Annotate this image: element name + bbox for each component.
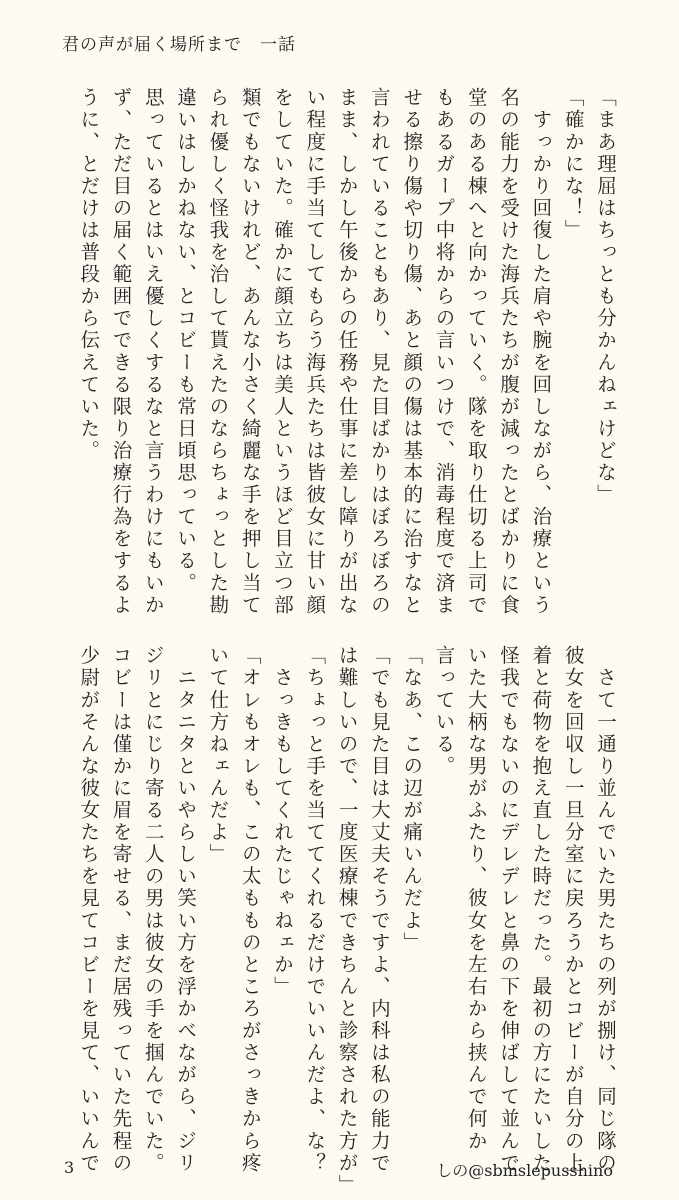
- text-column: られ優しく怪我を治して貰えたのならちょっとした勘: [206, 87, 230, 617]
- text-column: 思っているとはいえ優しくするなと言うわけにもいか: [141, 87, 165, 617]
- text-column: さっきもしてくれたじゃねェか」: [271, 645, 294, 998]
- page-number: 3: [64, 1158, 75, 1177]
- text-column: 類でもないけれど、あんな小さく綺麗な手を押し当て: [238, 87, 262, 617]
- text-column: 「ちょっと手を当ててくれるだけでいいんだよ、な？: [303, 645, 327, 1175]
- text-column: まま、しかし午後からの任務や仕事に差し障りが出な: [335, 87, 359, 617]
- author-credit: しの@sbmslepusshino: [436, 1161, 613, 1180]
- text-column: うに、とだけは普段から伝えていた。: [77, 87, 101, 462]
- text-column: 言われていることもあり、見た目ばかりはぼろぼろの: [367, 87, 391, 617]
- text-column: さて一通り並んでいた男たちの列が捌け、同じ隊の: [594, 645, 617, 1175]
- text-column: すっかり回復した肩や腕を回しながら、治療という: [529, 87, 553, 617]
- text-column: 違いはしかねない、とコビーも常日頃思っている。: [174, 87, 198, 595]
- text-column: 堂のある棟へと向かっていく。隊を取り仕切る上司で: [464, 87, 488, 617]
- text-column: 怪我でもないのにデレデレと鼻の下を伸ばして並んで: [497, 645, 521, 1175]
- text-column: 名の能力を受けた海兵たちが腹が減ったとばかりに食: [497, 87, 521, 617]
- text-column: ニタニタといやらしい笑い方を浮かべながら、ジリ: [174, 645, 198, 1175]
- text-column: 「まあ理屈はちっとも分かんねェけどな」: [594, 87, 617, 506]
- text-column: もあるガープ中将からの言いつけで、消毒程度で済ま: [432, 87, 456, 617]
- text-column: は難しいので、一度医療棟できちんと診察された方が」: [335, 645, 359, 1197]
- text-column: いて仕方ねェんだよ」: [206, 645, 230, 866]
- text-column: 着と荷物を抱え直した時だった。最初の方にたいした: [529, 645, 553, 1175]
- text-column: せる擦り傷や切り傷、あと顔の傷は基本的に治すなと: [400, 87, 424, 617]
- text-column: ジリとにじり寄る二人の男は彼女の手を掴んでいた。: [141, 645, 165, 1175]
- text-column: 彼女を回収し一旦分室に戻ろうかとコビーが自分の上: [561, 645, 585, 1175]
- text-column: 言っている。: [432, 645, 456, 778]
- text-column: 「確かにな！」: [561, 87, 585, 242]
- text-column: ず、ただ目の届く範囲でできる限り治療行為をするよ: [109, 87, 133, 617]
- text-column: コビーは僅かに眉を寄せる、まだ居残っていた先程の: [109, 645, 133, 1175]
- text-column: いた大柄な男がふたり、彼女を左右から挟んで何か: [464, 645, 488, 1153]
- text-column: 「なあ、この辺が痛いんだよ」: [400, 645, 424, 954]
- text-column: をしていた。確かに顔立ちは美人というほど目立つ部: [271, 87, 294, 617]
- text-column: 「オレもオレも、この太もものところがさっきから疼: [238, 645, 262, 1175]
- text-column: い程度に手当てしてもらう海兵たちは皆彼女に甘い顔: [303, 87, 327, 617]
- text-column: 少尉がそんな彼女たちを見てコビーを見て、いいんで: [77, 645, 101, 1175]
- text-column: 「でも見た目は大丈夫そうですよ、内科は私の能力で: [367, 645, 391, 1175]
- header-title: 君の声が届く場所まで 一話: [62, 35, 296, 55]
